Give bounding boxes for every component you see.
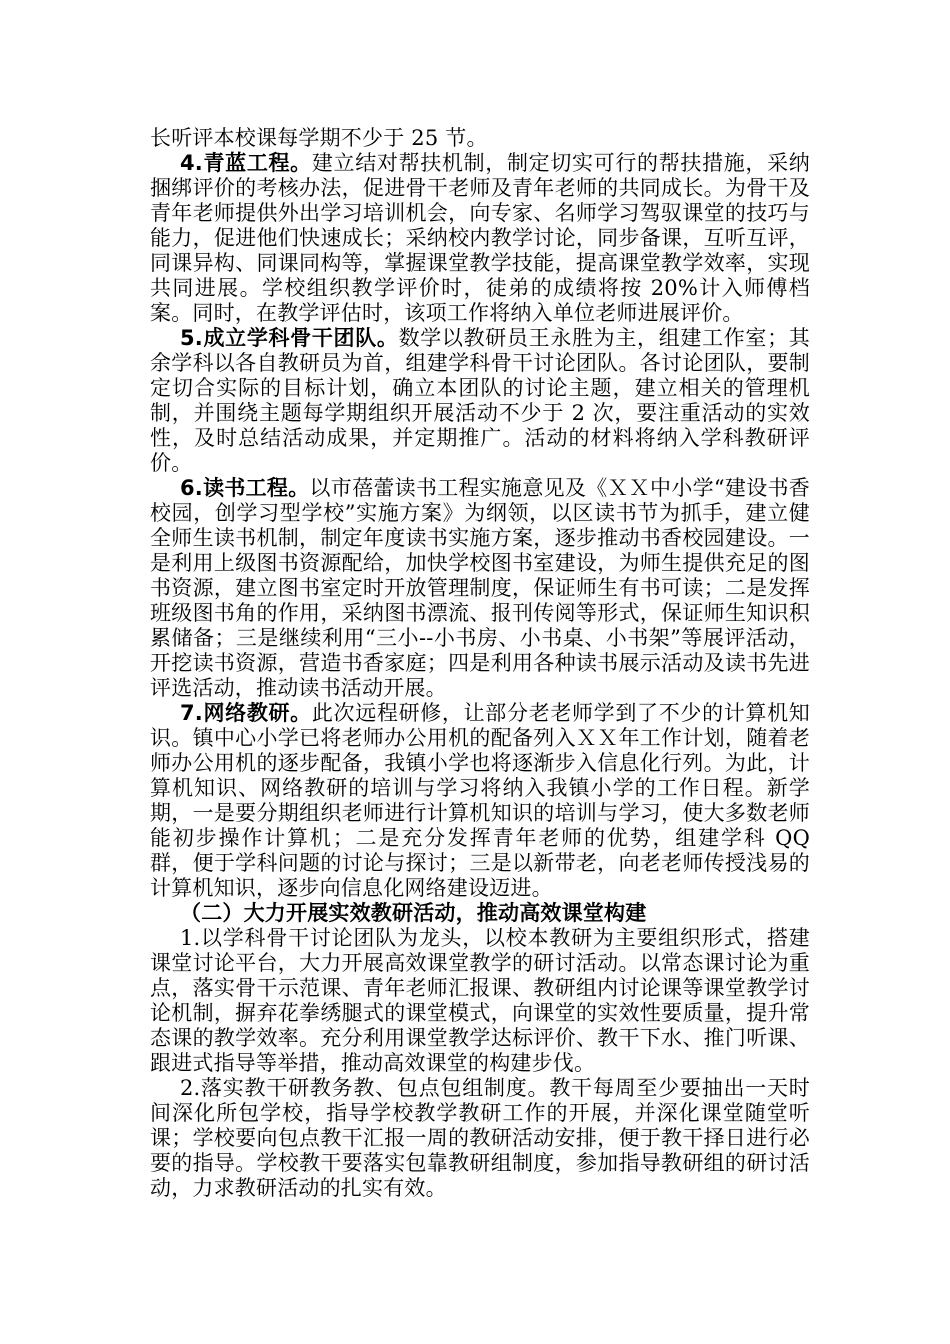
paragraph-section-item-1 — [150, 926, 810, 1076]
paragraph-text: 以市蓓蕾读书工程实施意见及《ＸＸ中小学“建设书香校园，创学习型学校”实施方案》为纲领，以区读书节为抓手，建立健全师生读书机制，制定年度读书实施方案，逐步推动书香校园建设。一是利用上级图书资源配给，加快学校图书室建设，为师生提供充足的图书资源，建立图书室定时开放管理制度，保证师生有书可读；二是发挥班级图书角的作用，采纳图书漂流、报刊传阅等形式，保证师生知识积累储备；三是继续利用“三小--小书房、小书桌、小书架”等展评活动，开挖读书资源，营造书香家庭；四是利用各种读书展示活动及读书先进评选活动，推动读书活动开展。 — [150, 476, 810, 700]
section-heading: （二）大力开展实效教研活动，推动高效课堂构建 — [180, 901, 647, 925]
paragraph-backbone-team — [150, 326, 810, 476]
paragraph-network-research — [150, 701, 810, 901]
paragraph-continuation — [150, 126, 810, 151]
paragraph-heading: 4.青蓝工程。 — [180, 151, 312, 175]
paragraph-text: 1.以学科骨干讨论团队为龙头，以校本教研为主要组织形式，搭建课堂讨论平台，大力开展高效课堂教学的研讨活动。以常态课讨论为重点，落实骨干示范课、青年老师汇报课、教研组内讨论课等课堂教学讨论机制，摒弃花拳绣腿式的课堂模式，向课堂的实效性要质量，提升常态课的教学效率。充分利用课堂教学达标评价、教干下水、推门听课、跟进式指导等举措，推动高效课堂的构建步伐。 — [150, 926, 810, 1075]
paragraph-reading-project — [150, 476, 810, 701]
paragraph-heading: 6.读书工程。 — [180, 476, 310, 500]
paragraph-heading: 5.成立学科骨干团队。 — [180, 326, 399, 350]
paragraph-text: 建立结对帮扶机制，制定切实可行的帮扶措施，采纳捆绑评价的考核办法，促进骨干老师及青年老师的共同成长。为骨干及青年老师提供外出学习培训机会，向专家、名师学习驾驭课堂的技巧与能力，促进他们快速成长；采纳校内教学讨论，同步备课，互听互评，同课异构、同课同构等，掌握课堂教学技能，提高课堂教学效率，实现共同进展。学校组织教学评价时，徒弟的成绩将按 20%计入师傅档案。同时，在教学评估时，该项工作将纳入单位老师进展评价。 — [150, 151, 810, 325]
paragraph-text: 此次远程研修，让部分老老师学到了不少的计算机知识。镇中心小学已将老师办公用机的配备列入ＸＸ年工作计划，随着老师办公用机的逐步配备，我镇小学也将逐渐步入信息化行列。为此，计算机知识、网络教研的培训与学习将纳入我镇小学的工作日程。新学期，一是要分期组织老师进行计算机知识的培训与学习，使大多数老师能初步操作计算机；二是充分发挥青年老师的优势，组建学科 QQ 群，便于学科问题的讨论与探讨；三是以新带老，向老老师传授浅易的计算机知识，逐步向信息化网络建设迈进。 — [150, 701, 810, 900]
paragraph-text: 2.落实教干研教务教、包点包组制度。教干每周至少要抽出一天时间深化所包学校，指导学校教学教研工作的开展，并深化课堂随堂听课；学校要向包点教干汇报一周的教研活动安排，便于教干择日进行必要的指导。学校教干要落实包靠教研组制度，参加指导教研组的研讨活动，力求教研活动的扎实有效。 — [150, 1076, 810, 1200]
paragraph-section-item-2 — [150, 1076, 810, 1201]
document-page — [150, 126, 810, 1201]
paragraph-text: 数学以教研员王永胜为主，组建工作室；其余学科以各自教研员为首，组建学科骨干讨论团队。各讨论团队，要制定切合实际的目标计划，确立本团队的讨论主题，建立相关的管理机制，并围绕主题每学期组织开展活动不少于 2 次，要注重活动的实效性，及时总结活动成果，并定期推广。活动的材料将纳入学科教研评价。 — [150, 326, 810, 475]
paragraph-heading: 7.网络教研。 — [180, 701, 312, 725]
paragraph-text: 长听评本校课每学期不少于 25 节。 — [150, 126, 488, 150]
paragraph-qinglan-project — [150, 151, 810, 326]
